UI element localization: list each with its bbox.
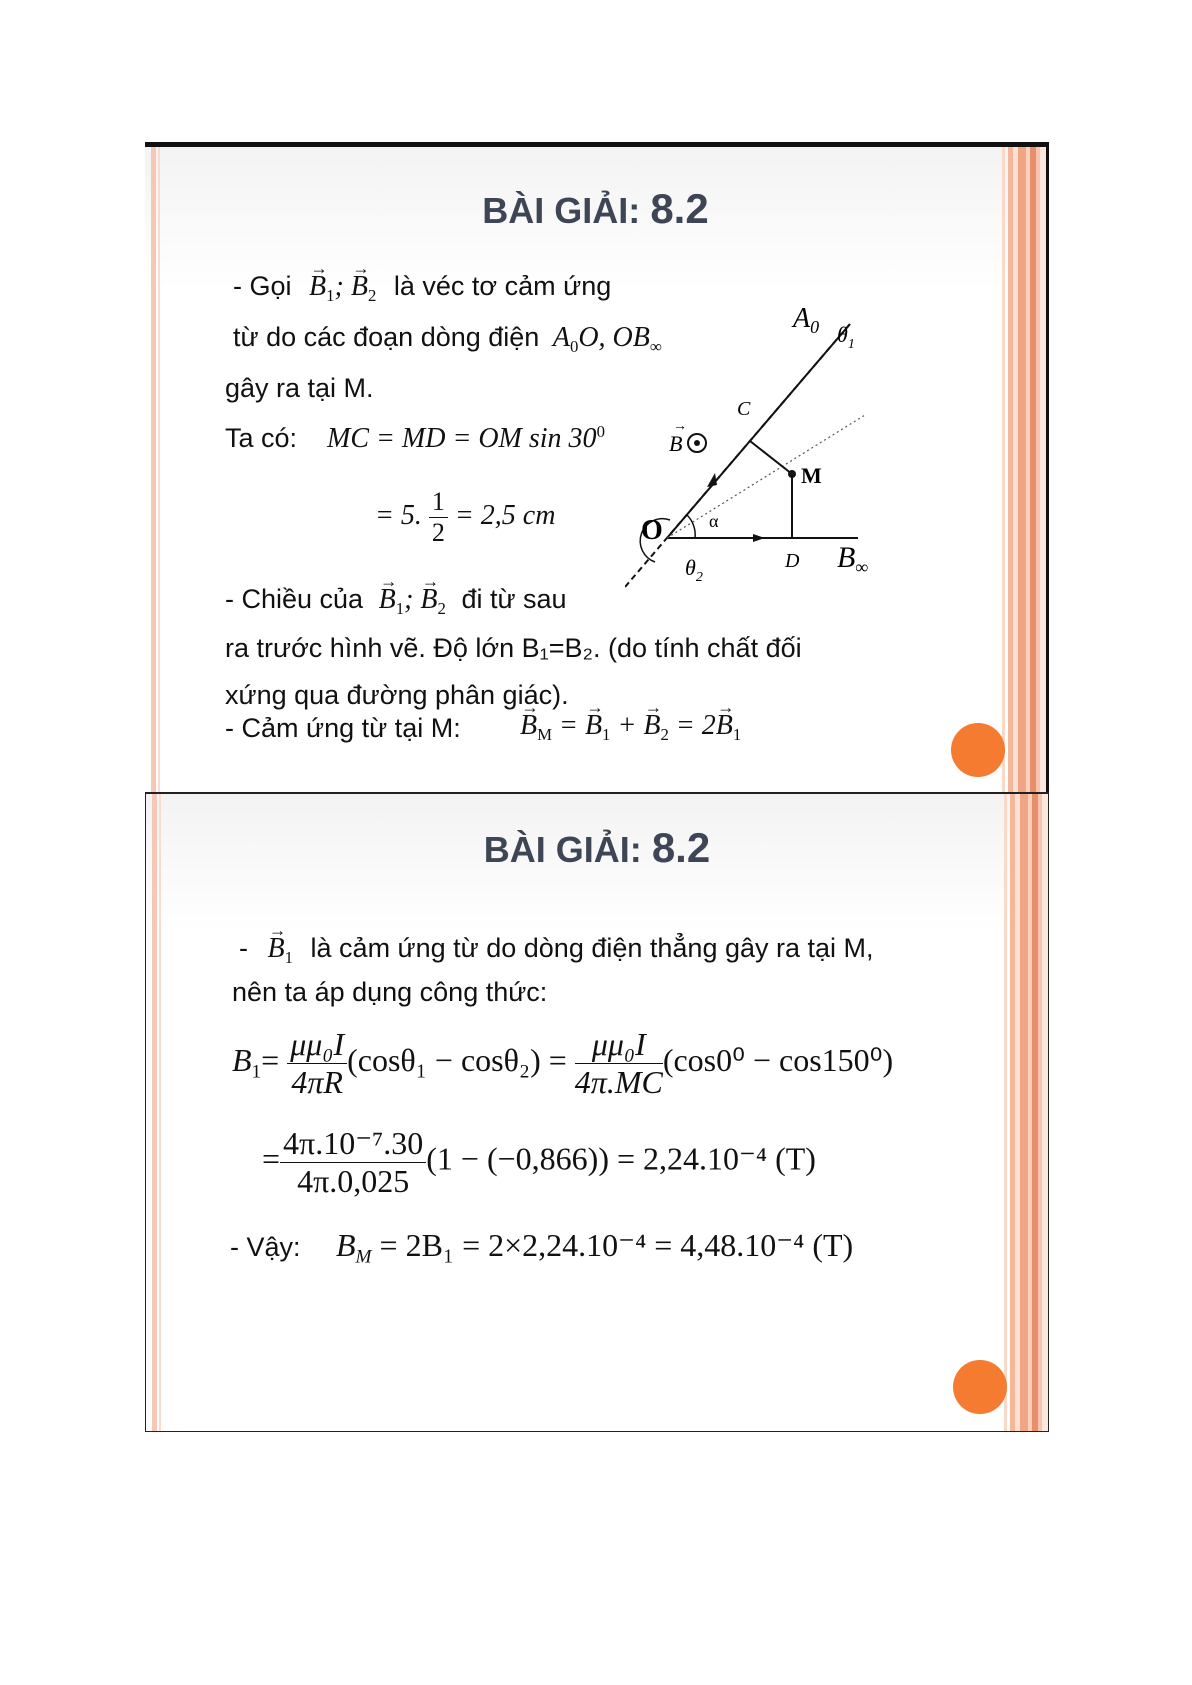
label-o: O bbox=[641, 515, 663, 546]
title-number: 8.2 bbox=[650, 185, 709, 232]
eq2-numerator: 1 bbox=[429, 487, 448, 518]
label-theta1: $\theta_1$ bbox=[837, 322, 855, 352]
label-b: B bbox=[669, 431, 683, 456]
slide-1 bbox=[145, 142, 1049, 792]
left-stripe-thin bbox=[159, 794, 161, 1431]
orange-dot bbox=[953, 1360, 1007, 1414]
formula1-denominator: 4πR bbox=[291, 1064, 343, 1100]
formula3-fraction bbox=[280, 1124, 426, 1200]
text-line-1 bbox=[239, 933, 874, 968]
label-binf: $B_\infty$ bbox=[837, 541, 869, 577]
line-oa0 bbox=[667, 324, 850, 538]
line5-prefix: - Chiều của bbox=[225, 584, 364, 614]
formula3-denominator: 4π.0,025 bbox=[297, 1163, 410, 1199]
right-stripes bbox=[998, 794, 1048, 1431]
title-word: BÀI GIẢI bbox=[482, 190, 629, 231]
line1-prefix: - bbox=[239, 933, 248, 963]
formula1-numerator: μμ₀I bbox=[287, 1026, 347, 1064]
eq2-fraction bbox=[429, 487, 448, 548]
formula2-numerator: μμ₀I bbox=[575, 1026, 663, 1064]
text-line-8: - Cảm ứng từ tại M: bbox=[225, 713, 461, 743]
formula-line-2: = $\frac{\text{4π.10⁻⁷.30}}{4\pi.0,025}$ (1 − (−0,866)) = 2,24.10⁻⁴ (T) bbox=[262, 1125, 816, 1199]
eq2-prefix: = 5. bbox=[375, 499, 422, 531]
line5-suffix: đi từ sau bbox=[461, 584, 567, 614]
eq1-main: MC = MD = OM sin 30 bbox=[327, 423, 597, 455]
title-colon: : bbox=[629, 829, 642, 870]
equation-bm: → $B_M$ = → $B_1$ + → $B_2 = 2\to B_1$ bbox=[520, 710, 741, 745]
formula2-fraction bbox=[575, 1026, 663, 1101]
title-number: 8.2 bbox=[651, 824, 711, 871]
label-alpha: α bbox=[709, 511, 719, 531]
formula1-fraction bbox=[287, 1026, 347, 1101]
geometry-figure bbox=[625, 297, 1025, 597]
line1-suffix: là véc tơ cảm ứng bbox=[393, 271, 612, 301]
alpha-arc bbox=[687, 515, 695, 538]
title-word: BÀI GIẢI bbox=[483, 829, 630, 870]
line1-prefix: - Gọi bbox=[233, 271, 292, 301]
point-m bbox=[788, 470, 796, 478]
title-colon: : bbox=[628, 190, 641, 231]
vector-b1: → $B_1$ bbox=[268, 933, 294, 964]
arrow-oa0 bbox=[707, 473, 717, 487]
label-m: M bbox=[801, 463, 822, 488]
arrow-obinf bbox=[753, 534, 765, 542]
label-d: D bbox=[785, 550, 800, 572]
left-stripe bbox=[151, 147, 156, 792]
orange-dot bbox=[951, 723, 1005, 777]
line1-suffix: là cảm ứng từ do dòng điện thẳng gây ra tại M, bbox=[310, 933, 874, 963]
conclusion-equation: = 2B₁ = 2×2,24.10⁻⁴ = 4,48.10⁻⁴ (T) bbox=[379, 1227, 854, 1263]
left-stripe-thin bbox=[158, 147, 160, 792]
eq2-suffix: = 2,5 cm bbox=[454, 499, 556, 531]
label-c: C bbox=[737, 398, 751, 420]
text-line-2: nên ta áp dụng công thức: bbox=[232, 977, 548, 1007]
vectors-b1-b2: → $B_1$; → $B_2$ bbox=[309, 271, 376, 302]
segment-mc bbox=[750, 441, 792, 474]
formula-line-1: $B_1=$ $\frac{\text{μμ₀I}}{4\pi R}$ (cosθ₁ − cosθ₂) = $\frac{\text{μμ₀I}}{4\pi.MC}$ (cos0⁰ − cos150⁰) bbox=[232, 1026, 894, 1100]
text-line-3: gây ra tại M. bbox=[225, 373, 374, 403]
formula2-paren: (cos0⁰ − cos150⁰) bbox=[662, 1041, 894, 1078]
eq1-sup: 0 bbox=[596, 422, 605, 441]
text-line-4: Ta có: bbox=[225, 423, 298, 453]
eq2-denominator: 2 bbox=[431, 518, 445, 547]
text-line-1 bbox=[233, 271, 611, 306]
formula-conclusion: $B_M = 2B_1 = 2\times 2,24.10^{-4} = 4,48.10^{-4}$ (T) bbox=[336, 1227, 854, 1268]
text-line-5 bbox=[225, 584, 567, 619]
label-a0: $A_0$ bbox=[793, 303, 820, 337]
text-line-7: xứng qua đường phân giác). bbox=[225, 680, 569, 710]
slide-title bbox=[145, 185, 1046, 233]
label-theta2: $\theta_2$ bbox=[685, 555, 703, 585]
label-b-arrow: → bbox=[673, 419, 687, 434]
slide-2 bbox=[145, 792, 1049, 1432]
text-conclusion-label: - Vậy: bbox=[230, 1232, 301, 1262]
text-line-6: ra trước hình vẽ. Độ lớn B₁=B₂. (do tính chất đối bbox=[225, 633, 802, 663]
equation-2 bbox=[375, 487, 555, 548]
slide-title bbox=[146, 824, 1048, 872]
formula2-denominator: 4π.MC bbox=[574, 1064, 663, 1100]
vectors-b1-b2-2: → $B_1$; → $B_2$ bbox=[379, 584, 446, 615]
line2-text: từ do các đoạn dòng điện bbox=[233, 322, 540, 352]
text-line-2 bbox=[233, 322, 662, 357]
b-out-of-page-dot bbox=[694, 440, 700, 446]
equation-1 bbox=[327, 422, 605, 455]
formula1-paren: (cosθ₁ − cosθ₂) = bbox=[347, 1041, 567, 1078]
left-stripe bbox=[152, 794, 157, 1431]
formula3-numerator: 4π.10⁻⁷.30 bbox=[280, 1124, 426, 1163]
formula3-result: (1 − (−0,866)) = 2,24.10⁻⁴ (T) bbox=[426, 1140, 816, 1177]
segments-label: $A_0O$, $OB_\infty$ bbox=[552, 322, 662, 356]
